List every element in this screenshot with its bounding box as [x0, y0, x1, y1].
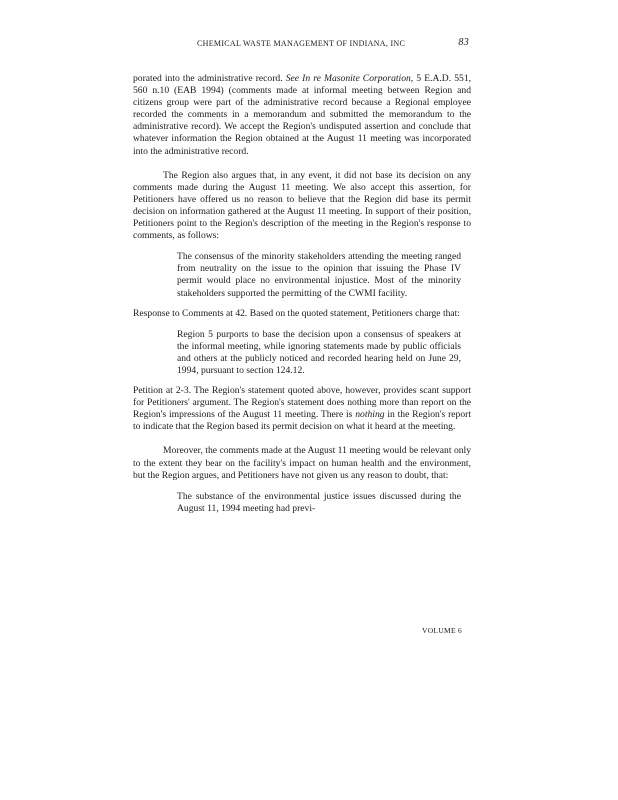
paragraph-4: [133, 385, 471, 433]
page-number: 83: [458, 37, 469, 48]
document-page: [133, 36, 471, 523]
volume-footer: VOLUME 6: [422, 626, 463, 635]
paragraph-1-lead: porated into the administrative record.: [133, 73, 286, 84]
paragraph-4-lead: Petition at 2-3. The Region's statement quoted above, however, provides scant support for Petitioners' argument. The Region's statement does nothing more than report on the Region's impressions of the August 11 meeting. There is: [133, 385, 471, 421]
paragraph-4-rest: in the Region's report to indicate that the Region based its permit decision on what it heard at the meeting.: [133, 409, 471, 433]
paragraph-3: Response to Comments at 42. Based on the quoted statement, Petitioners charge that:: [133, 307, 461, 319]
paragraph-1: [133, 73, 471, 158]
paragraph-5: Moreover, the comments made at the August 11 meeting would be relevant only to the extent they bear on the facility's impact on human health and the environment, but the Region argues, and Petitioners have not given us any reason to doubt, that:: [133, 445, 471, 481]
block-quote-2: Region 5 purports to base the decision upon a consensus of speakers at the informal meeting, while ignoring statements made by public officials and others at the publicly noticed and recorded hearing held on June 29, 1994, pursuant to section 124.12.: [177, 328, 461, 376]
block-quote-3: The substance of the environmental justice issues discussed during the August 11, 1994 meeting had previ-: [177, 490, 461, 514]
paragraph-2: The Region also argues that, in any event, it did not base its decision on any comments made during the August 11 meeting. We also accept this assertion, for Petitioners have offered us no reason to believe that the Region did base its permit decision on information gathered at the August 11 meeting. In support of their position, Petitioners point to the Region's description of the meeting in the Region's response to comments, as follows:: [133, 169, 471, 242]
running-title: CHEMICAL WASTE MANAGEMENT OF INDIANA, INC: [197, 39, 406, 48]
emphasis-nothing: nothing: [355, 409, 385, 421]
paragraph-1-rest: , 5 E.A.D. 551, 560 n.10 (EAB 1994) (comments made at informal meeting between Region and citizens group were part of the administrative record because a Regional employee recorded the comments in a memorandum and submitted the memorandum to the administrative record). We accept the Region's undisputed assertion and conclude that whatever information the Region obtained at the August 11 meeting was incorporated into the administrative record.: [133, 73, 472, 157]
case-citation: See In re Masonite Corporation: [285, 73, 411, 84]
block-quote-1: The consensus of the minority stakeholders attending the meeting ranged from neutrality on the issue to the opinion that issuing the Phase IV permit would place no environmental injustice. Most of the minority stakeholders supported the permitting of the CWMI facility.: [177, 251, 461, 299]
running-header: [133, 36, 471, 52]
